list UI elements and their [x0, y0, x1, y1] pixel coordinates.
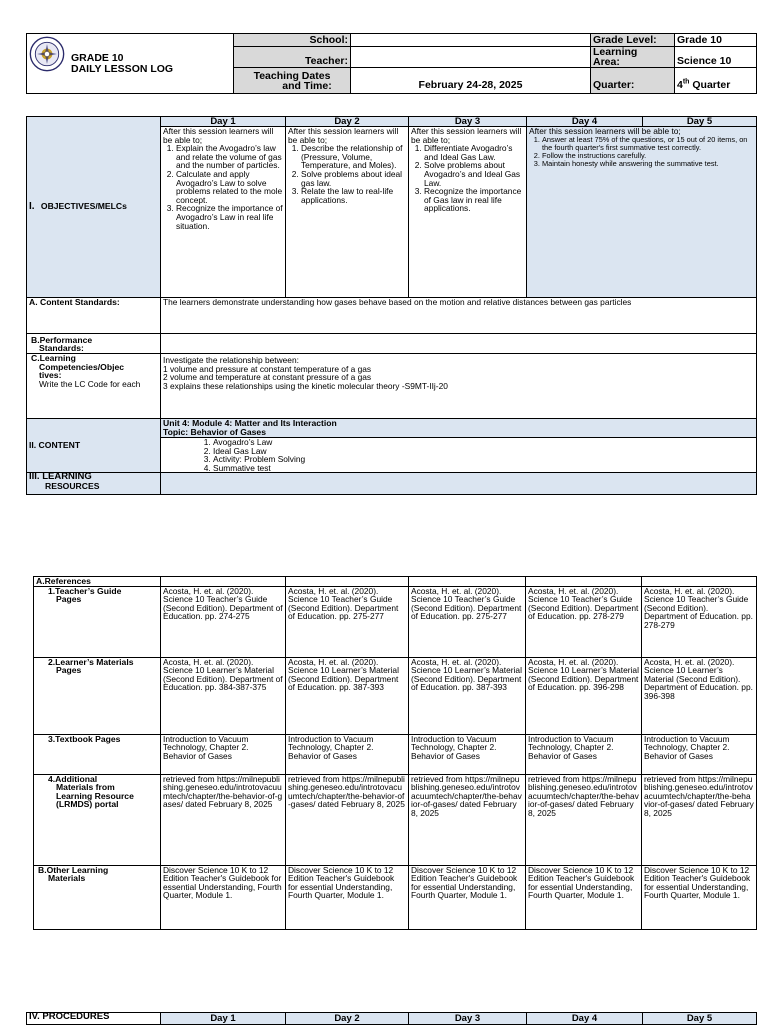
teachers-guide-day4: Acosta, H. et. al. (2020). Science 10 Teacher’s Guide (Second Edition). Department of Education. pp. 278-279 — [526, 586, 642, 657]
content-topic: Topic: Behavior of Gases — [163, 427, 266, 437]
objectives-day2 — [286, 127, 409, 298]
objectives-day3 — [409, 127, 527, 298]
teachers-guide-label — [34, 586, 161, 657]
deped-seal-icon — [29, 36, 65, 72]
additional-materials-label — [34, 774, 161, 865]
objectives-day3-intro: After this session learners will be able to; — [411, 126, 522, 145]
competencies-line: 3 explains these relationships using the kinetic molecular theory -S9MT-IIj-20 — [163, 380, 448, 391]
teachers-guide-day5: Acosta, H. et. al. (2020). Science 10 Teacher’s Guide (Second Edition). Department of Education. pp. 278-279 — [642, 586, 757, 657]
other-materials-label-1: B.Other Learning — [38, 865, 109, 875]
learning-area-label-cell — [591, 47, 675, 68]
header-table — [26, 33, 757, 94]
competencies-label-1: C.Learning — [31, 353, 76, 363]
additional-materials-label-2: Materials from — [56, 782, 115, 793]
teaching-dates-label-cell — [234, 68, 351, 94]
content-item: 3. Activity: Problem Solving — [213, 455, 754, 464]
header-title-cell — [27, 34, 234, 94]
learners-materials-label-1: 2.Learner’s Materials — [48, 657, 134, 667]
quarter-label: Quarter: — [591, 68, 675, 94]
procedures-day-4: Day 4 — [527, 1013, 643, 1025]
objectives-day45-intro: After this session learners will be able to; — [529, 126, 681, 136]
header-title-line2: DAILY LESSON LOG — [71, 62, 174, 75]
day-header-3: Day 3 — [409, 117, 527, 127]
objectives-day1 — [161, 127, 286, 298]
additional-materials-label-1: 4.Additional — [48, 774, 98, 784]
competencies-line: 2 volume and temperature at constant pressure of a gas — [163, 372, 372, 383]
grade-level-value: Grade 10 — [675, 34, 757, 47]
day-header-1: Day 1 — [161, 117, 286, 127]
teachers-guide-label-2: Pages — [56, 594, 82, 605]
procedures-label: IV. PROCEDURES — [27, 1013, 161, 1025]
procedures-day-1: Day 1 — [161, 1013, 286, 1025]
additional-materials-day4: retrieved from https://milnepublishing.geneseo.edu/introtovacuumtech/chapter/the-behavior-of-gases/ dated February 8, 2025 — [526, 774, 642, 865]
objectives-day3-item: 3. Recognize the importance of Gas law in real life applications. — [424, 187, 524, 213]
learning-area-label-1: Learning — [593, 46, 638, 58]
objectives-day1-item: 2. Calculate and apply Avogadro’s Law to solve problems related to the mole concept. — [176, 170, 283, 204]
competencies-text — [161, 354, 757, 419]
additional-materials-day1: retrieved from https://milnepublishing.geneseo.edu/introtovacuumtech/chapter/the-behavior-of-gases/ dated February 8, 2025 — [161, 774, 286, 865]
teaching-dates-label-2: and Time: — [282, 79, 332, 92]
objectives-day2-item: 3. Relate the law to real-life applications. — [301, 187, 406, 204]
objectives-day2-item: 2. Solve problems about ideal gas law. — [301, 170, 406, 187]
procedures-day-2: Day 2 — [286, 1013, 409, 1025]
objectives-day3-item: 2. Solve problems about Avogadro’s and Ideal Gas Law. — [424, 161, 524, 187]
learners-materials-label — [34, 657, 161, 734]
learning-resources-label-1: III. LEARNING — [29, 472, 92, 483]
objectives-day2-item: 1. Describe the relationship of (Pressure, Volume, Temperature, and Moles). — [301, 144, 406, 170]
teacher-value — [351, 47, 591, 68]
learning-area-value: Science 10 — [675, 47, 757, 68]
teachers-guide-day2: Acosta, H. et. al. (2020). Science 10 Teacher’s Guide (Second Edition). Department of Education. pp. 275-277 — [286, 586, 409, 657]
references-blank — [286, 577, 409, 587]
textbook-pages-day1: Introduction to Vacuum Technology, Chapter 2. Behavior of Gases — [161, 734, 286, 774]
objectives-day2-intro: After this session learners will be able to; — [288, 126, 399, 145]
quarter-word: Quarter — [689, 79, 731, 91]
objectives-day3-item: 1. Differentiate Avogadro’s and Ideal Gas Law. — [424, 144, 524, 161]
content-item: 4. Summative test — [213, 464, 754, 473]
objectives-day45-item: 3. Maintain honesty while answering the summative test. — [542, 160, 754, 168]
school-label: School: — [234, 34, 351, 47]
learning-resources-blank — [161, 473, 757, 495]
learners-materials-day3: Acosta, H. et. al. (2020). Science 10 Learner’s Material (Second Edition). Department of Education. pp. 387-393 — [409, 657, 526, 734]
references-blank — [161, 577, 286, 587]
other-materials-day5: Discover Science 10 K to 12 Edition Teacher's Guidebook for essential Understanding, Fourth Quarter, Module 1. — [642, 865, 757, 929]
references-blank — [642, 577, 757, 587]
content-unit-topic — [161, 419, 757, 438]
teachers-guide-label-1: 1.Teacher’s Guide — [48, 586, 122, 596]
objectives-day1-item: 1. Explain the Avogadro’s law and relate the volume of gas and the number of particles. — [176, 144, 283, 170]
learners-materials-day2: Acosta, H. et. al. (2020). Science 10 Learner’s Material (Second Edition). Department of Education. pp. 387-393 — [286, 657, 409, 734]
additional-materials-label-3: Learning Resource — [56, 790, 134, 801]
competencies-label — [27, 354, 161, 419]
competencies-line: 1 volume and pressure at constant temperature of a gas — [163, 363, 372, 374]
learning-area-label-2: Area: — [593, 56, 620, 68]
textbook-pages-day4: Introduction to Vacuum Technology, Chapter 2. Behavior of Gases — [526, 734, 642, 774]
learning-resources-label-2: RESOURCES — [45, 480, 100, 491]
objectives-table — [26, 116, 757, 495]
objectives-day1-item: 3. Recognize the importance of Avogadro’s Law in real life situation. — [176, 204, 283, 230]
other-materials-day2: Discover Science 10 K to 12 Edition Teacher's Guidebook for essential Understanding, Fourth Quarter, Module 1. — [286, 865, 409, 929]
other-materials-day3: Discover Science 10 K to 12 Edition Teacher's Guidebook for essential Understanding, Fourth Quarter, Module 1. — [409, 865, 526, 929]
teachers-guide-day3: Acosta, H. et. al. (2020). Science 10 Teacher’s Guide (Second Edition). Department of Education. pp. 275-277 — [409, 586, 526, 657]
references-label: A.References — [34, 577, 161, 587]
textbook-pages-day2: Introduction to Vacuum Technology, Chapter 2. Behavior of Gases — [286, 734, 409, 774]
teacher-label: Teacher: — [305, 55, 348, 67]
additional-materials-day5: retrieved from https://milnepublishing.geneseo.edu/introtovacuumtech/chapter/the-behavior-of-gases/ dated February 8, 2025 — [642, 774, 757, 865]
content-standards-text: The learners demonstrate understanding how gases behave based on the motion and relative distances between gas particles — [161, 298, 757, 334]
learners-materials-label-2: Pages — [56, 665, 82, 676]
additional-materials-day3: retrieved from https://milnepublishing.geneseo.edu/introtovacuumtech/chapter/the-behavior-of-gases/ dated February 8, 2025 — [409, 774, 526, 865]
competencies-line: Investigate the relationship between: — [163, 355, 299, 365]
competencies-label-note: Write the LC Code for each — [39, 378, 141, 389]
other-materials-label-2: Materials — [48, 873, 86, 884]
teachers-guide-day1: Acosta, H. et. al. (2020). Science 10 Teacher’s Guide (Second Edition). Department of Education. pp. 274-275 — [161, 586, 286, 657]
other-materials-label — [34, 865, 161, 929]
other-materials-day4: Discover Science 10 K to 12 Edition Teacher's Guidebook for essential Understanding, Fourth Quarter, Module 1. — [526, 865, 642, 929]
references-table — [33, 576, 757, 930]
content-list-cell — [161, 438, 757, 473]
objectives-num: I. — [29, 201, 35, 213]
header-title-line1: GRADE 10 — [71, 51, 124, 64]
textbook-pages-label: 3.Textbook Pages — [34, 734, 161, 774]
performance-standards-label-1: B.Performance — [31, 334, 93, 345]
teaching-dates-label-1: Teaching Dates — [253, 69, 331, 82]
objectives-day45-item: 1. Answer at least 75% of the questions, or 15 out of 20 items, on the fourth quarter's first summative test correctly. — [542, 136, 754, 152]
content-item: 2. Ideal Gas Law — [213, 447, 754, 456]
quarter-value — [675, 68, 757, 94]
textbook-pages-day5: Introduction to Vacuum Technology, Chapter 2. Behavior of Gases — [642, 734, 757, 774]
learners-materials-day1: Acosta, H. et. al. (2020). Science 10 Learner’s Material (Second Edition). Department of Education. pp. 384-387-375 — [161, 657, 286, 734]
teacher-label-cell — [234, 47, 351, 68]
day-header-4: Day 4 — [527, 117, 643, 127]
competencies-label-3: tives: — [39, 370, 62, 381]
competencies-label-2: Competencies/Objec — [39, 361, 125, 372]
procedures-table — [26, 1012, 757, 1025]
learners-materials-day5: Acosta, H. et. al. (2020). Science 10 Learner’s Material (Second Edition). Department of Education. pp. 396-398 — [642, 657, 757, 734]
performance-standards-label-2: Standards: — [39, 343, 84, 354]
objectives-day1-intro: After this session learners will be able to; — [163, 126, 274, 145]
content-item: 1. Avogadro’s Law — [213, 438, 754, 447]
other-materials-day1: Discover Science 10 K to 12 Edition Teacher's Guidebook for essential Understanding, Fourth Quarter, Module 1. — [161, 865, 286, 929]
learning-resources-label — [27, 473, 161, 495]
objectives-label — [27, 117, 161, 298]
content-unit: Unit 4: Module 4: Matter and Its Interaction — [163, 418, 337, 428]
objectives-day4-5 — [527, 127, 757, 298]
additional-materials-day2: retrieved from https://milnepublishing.geneseo.edu/introtovacuumtech/chapter/the-behavior-of-gases/ dated February 8, 2025 — [286, 774, 409, 865]
procedures-day-3: Day 3 — [409, 1013, 527, 1025]
procedures-day-5: Day 5 — [643, 1013, 757, 1025]
performance-standards-label — [27, 334, 161, 354]
objectives-text: OBJECTIVES/MELCs — [40, 201, 127, 212]
day-header-2: Day 2 — [286, 117, 409, 127]
content-standards-label: A. Content Standards: — [27, 298, 161, 334]
school-value — [351, 34, 591, 47]
day-header-5: Day 5 — [643, 117, 757, 127]
additional-materials-label-4: (LRMDS) portal — [56, 799, 119, 810]
quarter-number: 4 — [677, 79, 683, 91]
grade-level-label: Grade Level: — [591, 34, 675, 47]
content-label: II. CONTENT — [27, 419, 161, 473]
textbook-pages-day3: Introduction to Vacuum Technology, Chapter 2. Behavior of Gases — [409, 734, 526, 774]
references-blank — [526, 577, 642, 587]
learners-materials-day4: Acosta, H. et. al. (2020). Science 10 Learner’s Material (Second Edition). Department of Education. pp. 396-298 — [526, 657, 642, 734]
quarter-suffix: th — [682, 78, 690, 86]
teaching-dates-value: February 24-28, 2025 — [351, 68, 591, 94]
objectives-day45-item: 2. Follow the instructions carefully. — [542, 152, 754, 160]
performance-standards-text — [161, 334, 757, 354]
references-blank — [409, 577, 526, 587]
